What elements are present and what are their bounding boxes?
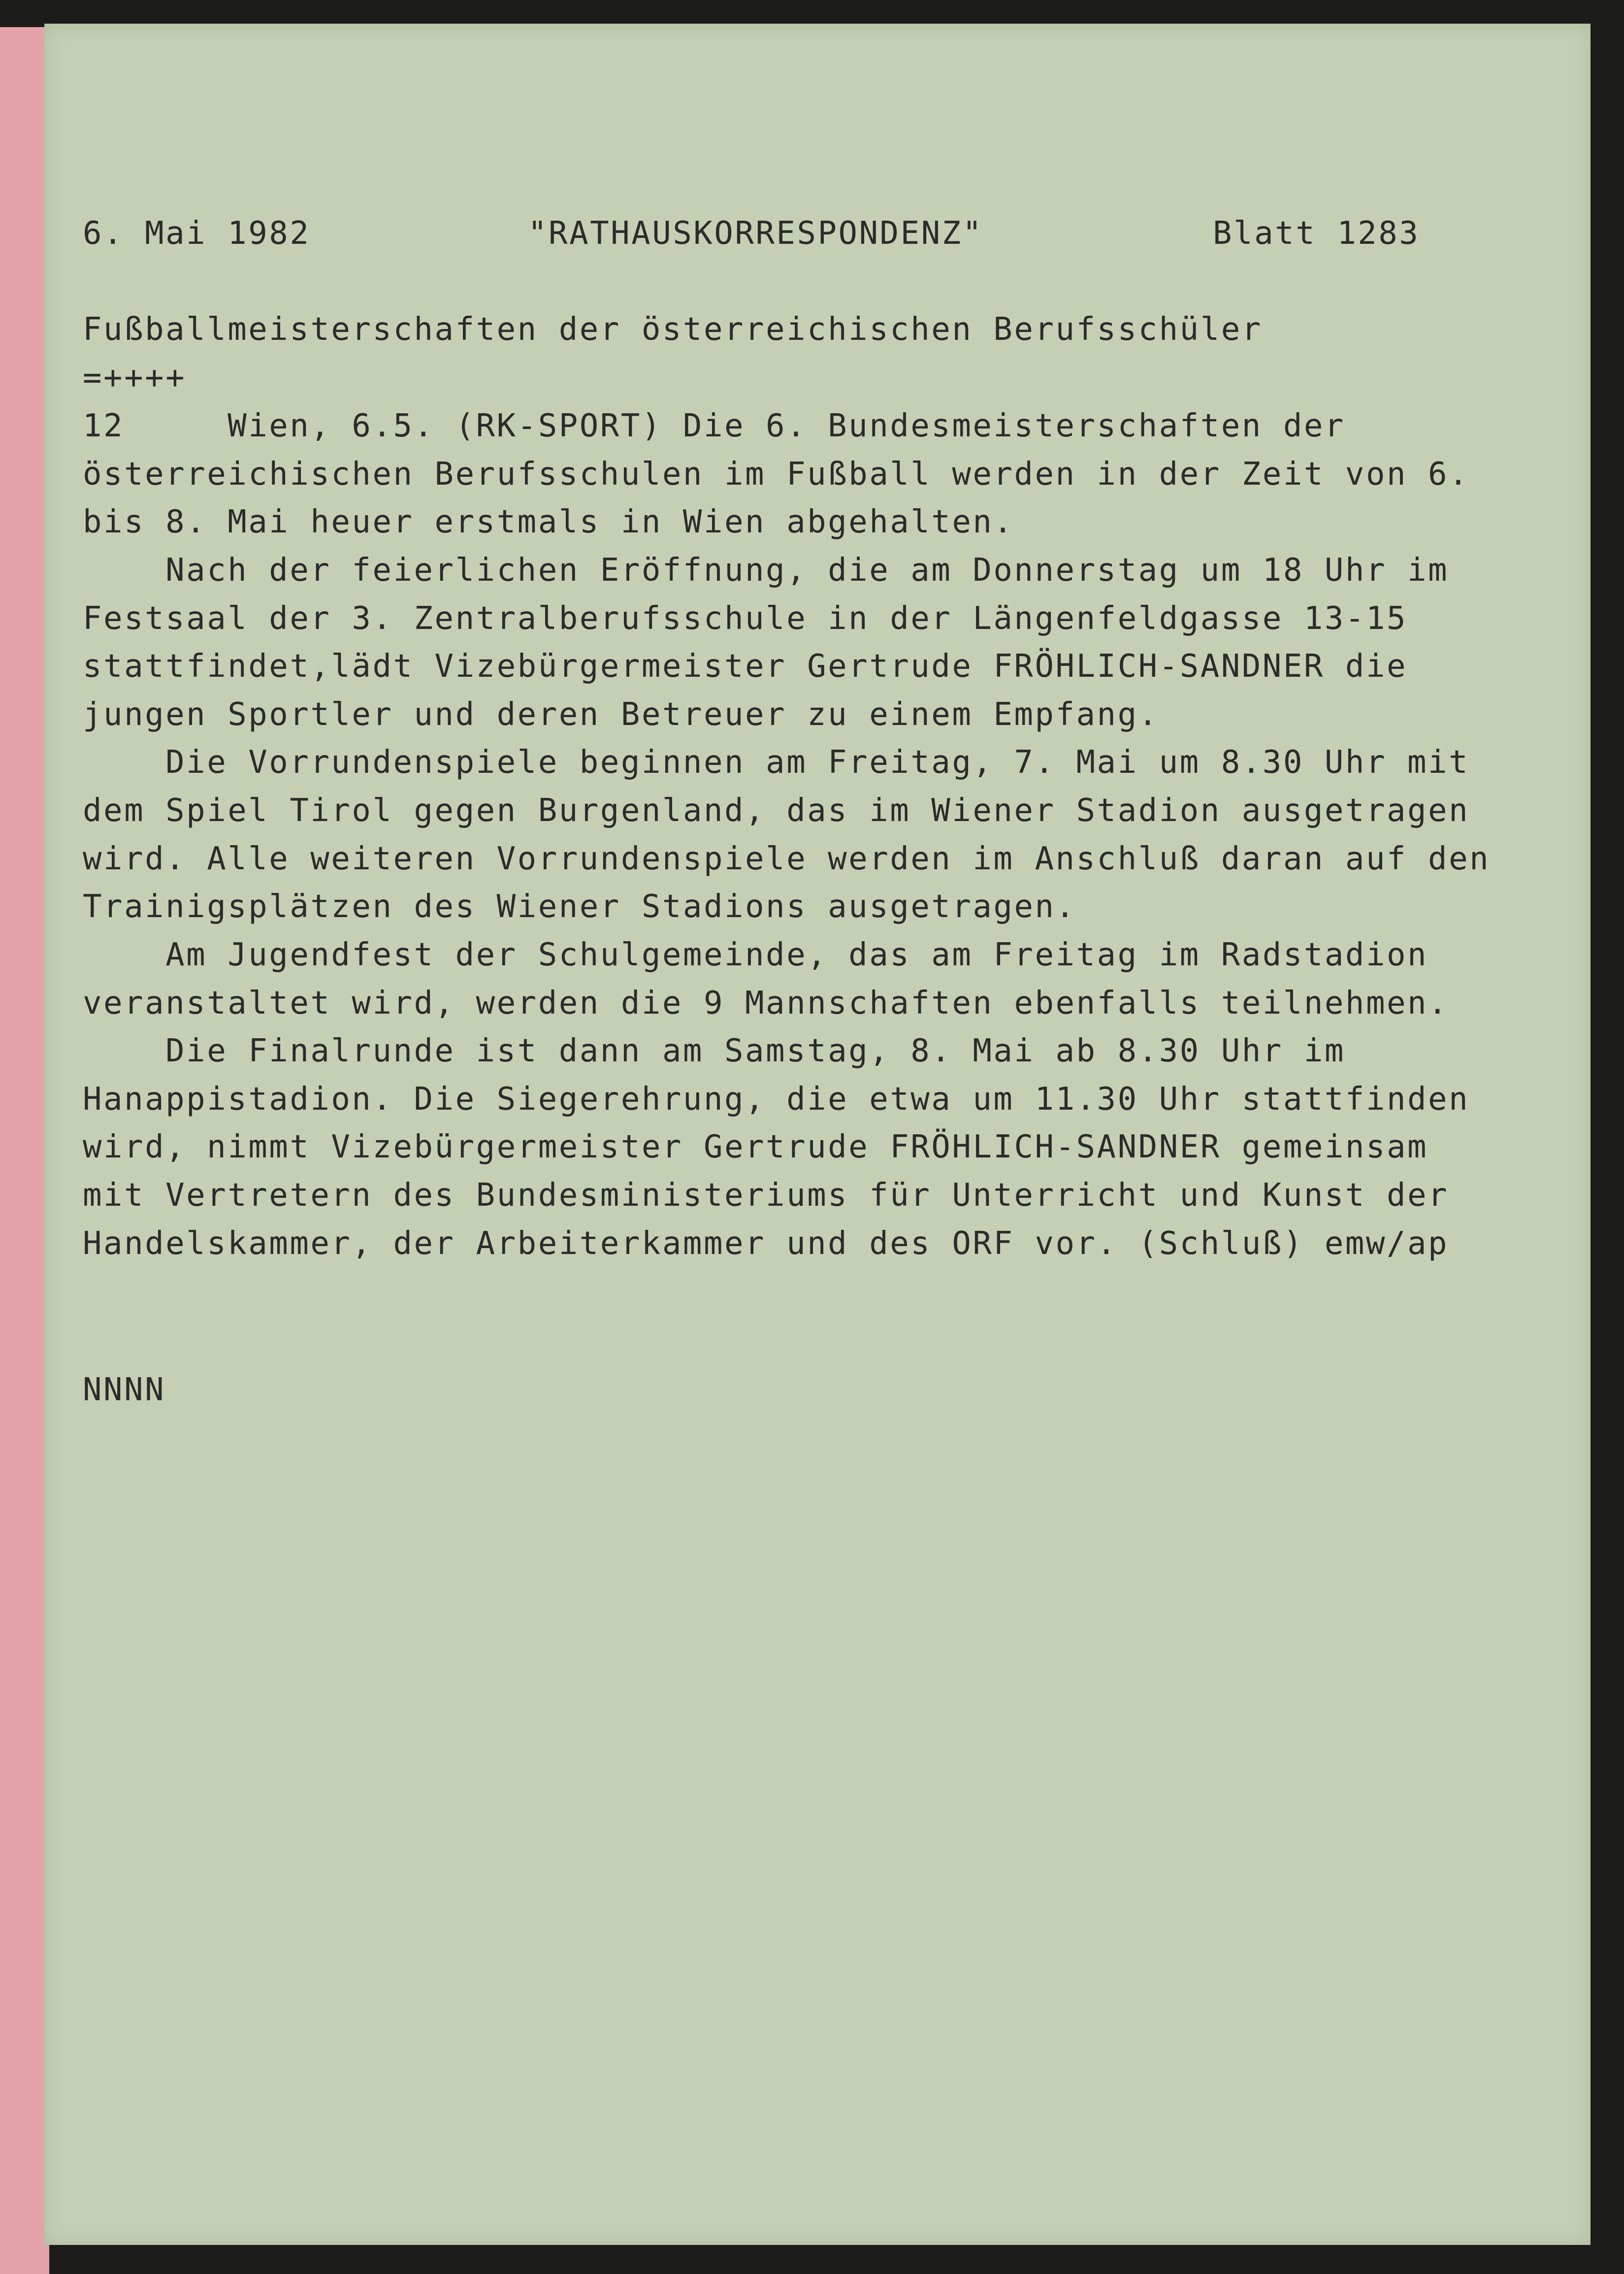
article-line: Festsaal der 3. Zentralberufsschule in der Längenfeldgasse 13-15 (83, 600, 1407, 637)
article-line: wird. Alle weiteren Vorrundenspiele werden im Anschluß daran auf den (83, 841, 1491, 877)
pink-page-edge (0, 27, 49, 2274)
article-line: stattfindet,lädt Vizebürgermeister Gertrude FRÖHLICH-SANDNER die (83, 648, 1407, 685)
article-line: 12 Wien, 6.5. (RK-SPORT) Die 6. Bundesmeisterschaften der (83, 408, 1345, 444)
article-headline: Fußballmeisterschaften der österreichischen Berufsschüler (83, 311, 1263, 348)
article-line: Nach der feierlichen Eröffnung, die am Donnerstag um 18 Uhr im (83, 552, 1449, 589)
article-line: Trainigsplätzen des Wiener Stadions ausgetragen. (83, 889, 1076, 925)
article-line: Die Finalrunde ist dann am Samstag, 8. Mai ab 8.30 Uhr im (83, 1033, 1345, 1069)
article-line: Am Jugendfest der Schulgemeinde, das am Freitag im Radstadion (83, 937, 1429, 973)
article-marker: =++++ (83, 360, 187, 396)
end-mark: NNNN (83, 1372, 166, 1408)
header-page-number: Blatt 1283 (1213, 215, 1420, 252)
article-line: Die Vorrundenspiele beginnen am Freitag, 7. Mai um 8.30 Uhr mit (83, 744, 1470, 781)
article-line: wird, nimmt Vizebürgermeister Gertrude FRÖHLICH-SANDNER gemeinsam (83, 1129, 1429, 1165)
article-line: Hanappistadion. Die Siegerehrung, die etwa um 11.30 Uhr stattfinden (83, 1081, 1470, 1118)
article-line: österreichischen Berufsschulen im Fußball werden in der Zeit von 6. (83, 456, 1470, 493)
article-line: dem Spiel Tirol gegen Burgenland, das im Wiener Stadion ausgetragen (83, 792, 1470, 829)
header-date: 6. Mai 1982 (83, 215, 311, 252)
header-publication: "RATHAUSKORRESPONDENZ" (528, 215, 983, 252)
article-line: jungen Sportler und deren Betreuer zu einem Empfang. (83, 696, 1159, 733)
article-line: veranstaltet wird, werden die 9 Mannschaften ebenfalls teilnehmen. (83, 985, 1449, 1022)
article-line: Handelskammer, der Arbeiterkammer und des ORF vor. (Schluß) emw/ap (83, 1225, 1449, 1262)
article-line: bis 8. Mai heuer erstmals in Wien abgehalten. (83, 504, 1014, 540)
article-line: mit Vertretern des Bundesministeriums für Unterricht und Kunst der (83, 1177, 1449, 1214)
